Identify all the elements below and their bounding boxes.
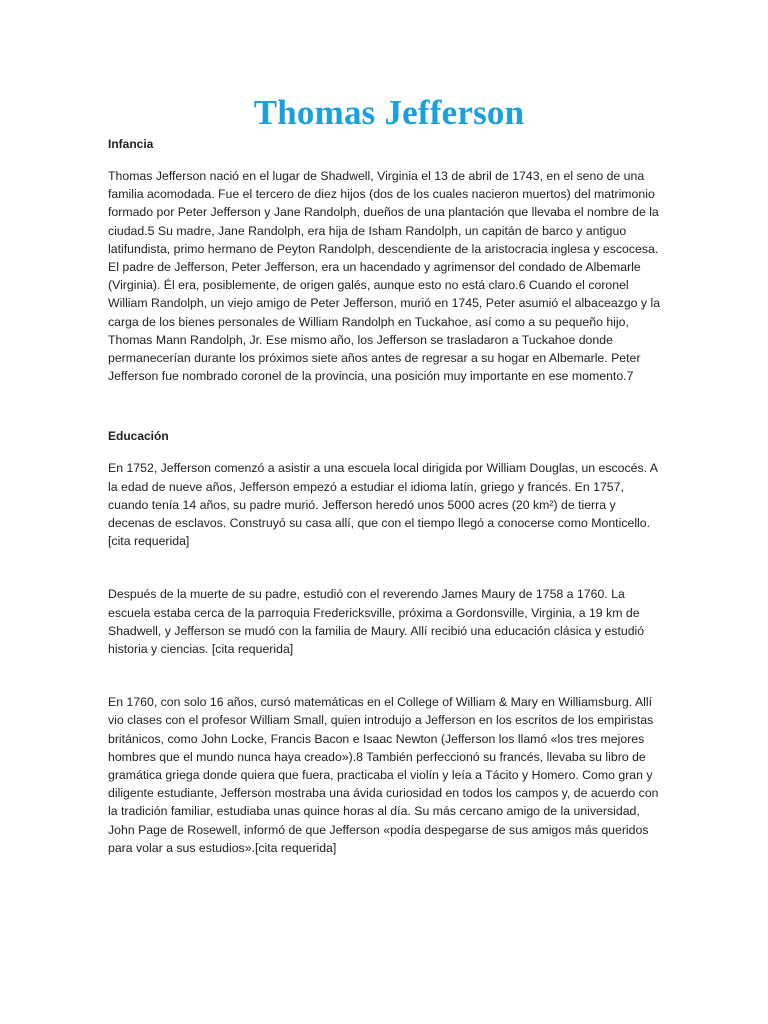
paragraph-educacion-2: Después de la muerte de su padre, estudió con el reverendo James Maury de 1758 a 1760. La escuela estaba cerca de la parroquia Fredericksville, próxima a Gordonsville, Virginia, a 19 km de Shadwell, y Jefferson se mudó con la familia de Maury. Allí recibió una educación clásica y estudió historia y ciencias. [cita requerida] — [108, 587, 645, 657]
paragraph-educacion-1: En 1752, Jefferson comenzó a asistir a una escuela local dirigida por William Douglas, un escocés. A la edad de nueve años, Jefferson empezó a estudiar el idioma latín, griego y francés. En 1757, cuando tenía 14 años, su padre murió. Jefferson heredó unos 5000 acres (20 km²) de tierra y decenas de esclavos. Construyó su casa allí, que con el tiempo llegó a conocerse como Monticello.[cita requerida] — [108, 461, 658, 549]
paragraph-infancia: Thomas Jefferson nació en el lugar de Shadwell, Virginia el 13 de abril de 1743, en el seno de una familia acomodada. Fue el tercero de diez hijos (dos de los cuales nacieron muertos) del matrimonio formado por Peter Jefferson y Jane Randolph, dueños de una plantación que llevaba el nombre de la ciudad.5 Su madre, Jane Randolph, era hija de Isham Randolph, un capitán de barco y antiguo latifundista, primo hermano de Peyton Randolph, descendiente de la aristocracia inglesa y escocesa. El padre de Jefferson, Peter Jefferson, era un hacendado y agrimensor del condado de Albemarle (Virginia). Él era, posiblemente, de origen galés, aunque esto no está claro.6 Cuando el coronel William Randolph, un viejo amigo de Peter Jefferson, murió en 1745, Peter asumió el albaceazgo y la carga de los bienes personales de William Randolph en Tuckahoe, así como a su pequeño hijo, Thomas Mann Randolph, Jr. Ese mismo año, los Jefferson se trasladaron a Tuckahoe donde permanecerían durante los próximos siete años antes de regresar a su hogar en Albemarle. Peter Jefferson fue nombrado coronel de la provincia, una posición muy importante en ese momento.7 — [108, 169, 661, 384]
section-heading-infancia: Infancia — [108, 137, 154, 151]
document-title: Thomas Jefferson — [253, 93, 525, 132]
document-page — [108, 90, 664, 857]
paragraph-educacion-3: En 1760, con solo 16 años, cursó matemáticas en el College of William & Mary en Williamsburg. Allí vio clases con el profesor William Small, quien introdujo a Jefferson en los escritos de los empiristas británicos, como John Locke, Francis Bacon e Isaac Newton (Jefferson los llamó «los tres mejores hombres que el mundo nunca haya creado»).8 También perfeccionó su francés, llevaba su libro de gramática griega donde quiera que fuera, practicaba el violín y leía a Tácito y Homero. Como gran y diligente estudiante, Jefferson mostraba una ávida curiosidad en todos los campos y, de acuerdo con la tradición familiar, estudiaba unas quince horas al día. Su más cercano amigo de la universidad, John Page de Rosewell, informó de que Jefferson «podía despegarse de sus amigos más queridos para volar a sus estudios».[cita requerida] — [108, 695, 659, 855]
section-heading-educacion: Educación — [108, 429, 169, 444]
